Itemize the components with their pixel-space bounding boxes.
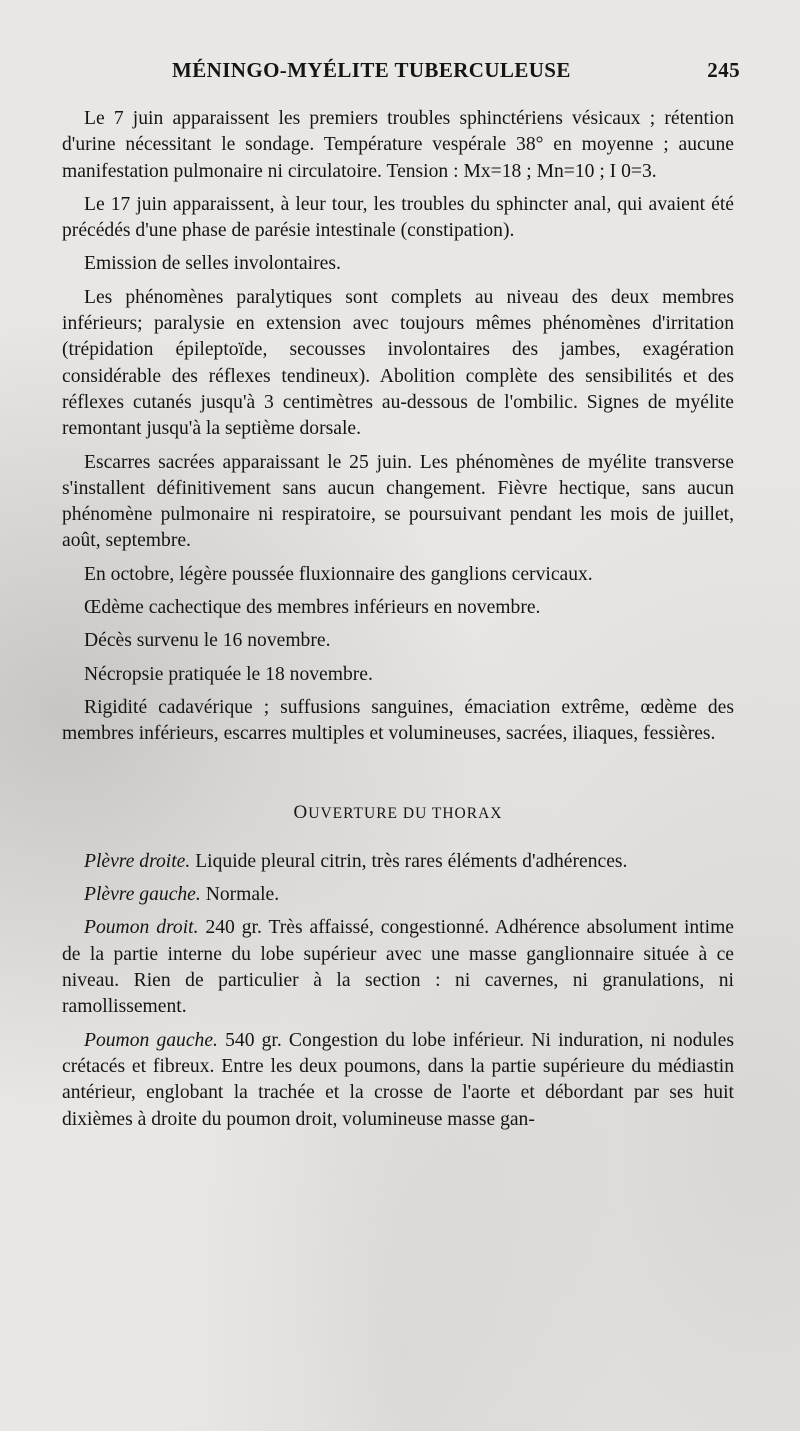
- section-heading: [62, 800, 734, 827]
- section-heading-text: UVERTURE DU THORAX: [308, 804, 503, 822]
- paragraph: Nécropsie pratiquée le 18 novembre.: [84, 663, 373, 685]
- paragraph: En octobre, légère poussée fluxionnaire des ganglions cervicaux.: [84, 563, 593, 585]
- finding-text: Liquide pleural citrin, très rares éléments d'adhérences.: [195, 850, 628, 872]
- finding-paragraph: [62, 915, 734, 1020]
- paragraph: Décès survenu le 16 novembre.: [84, 630, 331, 652]
- finding-text: 240 gr. Très affaissé, congestionné. Adhérence absolument intime de la partie interne du lobe supérieur avec une masse ganglionnaire située à ce niveau. Rien de particulier à la section : ni cavernes, ni granulations, ni ramollissement.: [62, 917, 735, 1018]
- page-number: 245: [707, 58, 740, 82]
- paragraph: Œdème cachectique des membres inférieurs en novembre.: [84, 597, 541, 619]
- finding-text: Normale.: [205, 884, 280, 906]
- paragraph: Emission de selles involontaires.: [84, 253, 341, 275]
- body-text: [62, 106, 734, 1140]
- paragraph: Le 7 juin apparaissent les premiers troubles sphinctériens vésicaux ; rétention d'urine nécessitant le sondage. Température vespérale 38° en moyenne ; aucune manifestation pulmonaire ni circulatoire. Tension : Mx=18 ; Mn=10 ; I 0=3.: [62, 108, 734, 182]
- finding-lead: Plèvre gauche.: [84, 884, 201, 906]
- finding-lead: Poumon gauche.: [84, 1029, 218, 1051]
- paragraph: Le 17 juin apparaissent, à leur tour, les troubles du sphincter anal, qui avaient été précédés d'une phase de parésie intestinale (constipation).: [62, 193, 734, 242]
- paragraph: Les phénomènes paralytiques sont complets au niveau des deux membres inférieurs; paralysie en extension avec toujours mêmes phénomènes d'irritation (trépidation épileptoïde, secousses involontaires des jambes, exagération considérable des réflexes tendineux). Abolition complète des sensibilités et des réflexes cutanés jusqu'à 3 centimètres au-dessous de l'ombilic. Signes de myélite remontant jusqu'à la septième dorsale.: [62, 286, 734, 440]
- paragraph: Escarres sacrées apparaissant le 25 juin. Les phénomènes de myélite transverse s'installent définitivement sans aucun changement. Fièvre hectique, sans aucun phénomène pulmonaire ni respiratoire, se poursuivant pendant les mois de juillet, août, septembre.: [62, 451, 734, 552]
- finding-lead: Plèvre droite.: [84, 850, 191, 872]
- finding-paragraph: [62, 882, 734, 908]
- running-title: MÉNINGO-MYÉLITE TUBERCULEUSE: [172, 58, 571, 82]
- finding-paragraph: [62, 849, 734, 875]
- paragraph: Rigidité cadavérique ; suffusions sanguines, émaciation extrême, œdème des membres inférieurs, escarres multiples et volumineuses, sacrées, iliaques, fessières.: [62, 696, 734, 745]
- finding-lead: Poumon droit.: [84, 917, 199, 939]
- finding-text: 540 gr. Congestion du lobe inférieur. Ni induration, ni nodules crétacés et fibreux. Entre les deux poumons, dans la partie supérieure du médiastin antérieur, englobant la trachée et la crosse de l'aorte et débordant par ses huit dixièmes à droite du poumon droit, volumineuse masse gan-: [62, 1029, 735, 1130]
- finding-paragraph: [62, 1028, 734, 1133]
- section-heading-initial: O: [293, 801, 309, 823]
